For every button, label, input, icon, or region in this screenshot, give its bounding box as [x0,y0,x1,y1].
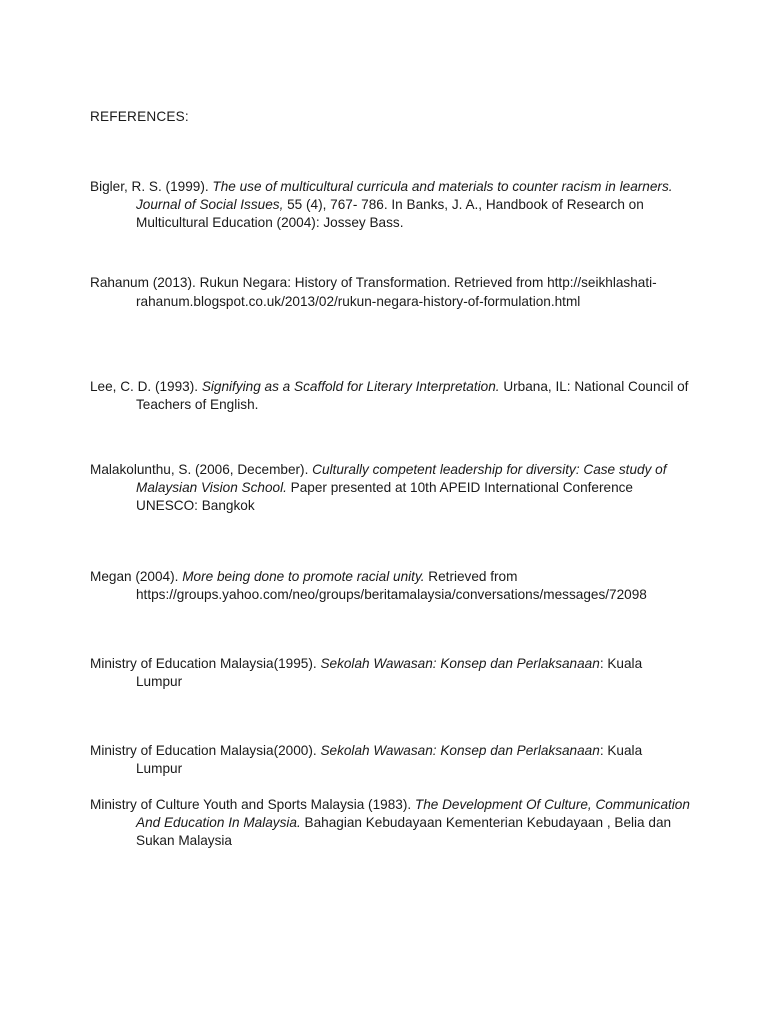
reference-details: 55 (4), 767- 786. In Banks, J. A., Handbook of Research on Multicultural Education (2004): Jossey Bass. [136,197,644,230]
reference-entry [90,378,690,414]
reference-entry [90,796,690,850]
reference-entry [90,655,690,691]
reference-entry [90,273,690,311]
reference-text: Ministry of Culture Youth and Sports Malaysia (1983). [90,797,415,812]
reference-text: Ministry of Education Malaysia(1995). [90,656,321,671]
reference-details: : Kuala Lumpur [136,656,643,689]
reference-title: Signifying as a Scaffold for Literary Interpretation. [201,379,500,394]
reference-text: Lee, C. D. (1993). [90,379,202,394]
reference-text: Malakolunthu, S. (2006, December). [90,462,313,477]
reference-title: More being done to promote racial unity. [182,569,425,584]
reference-details: Paper presented at 10th APEID International Conference UNESCO: Bangkok [136,480,633,513]
reference-title: The Development Of Culture, Communication And Education In Malaysia. [136,797,690,830]
reference-entry [90,461,690,515]
reference-text: Rahanum (2013). Rukun Negara: History of Transformation. Retrieved from http://seikhlashati-rahanum.blogspot.co.uk/2013/02/rukun-negara-history-of-formulation.html [90,275,657,309]
reference-text: Bigler, R. S. (1999). [90,179,213,194]
reference-details: Retrieved from https://groups.yahoo.com/neo/groups/beritamalaysia/conversations/messages/72098 [136,569,647,602]
reference-entry [90,568,690,604]
reference-entry [90,178,690,232]
reference-details: Bahagian Kebudayaan Kementerian Kebudayaan , Belia dan Sukan Malaysia [136,815,672,848]
reference-details: : Kuala Lumpur [136,743,643,776]
reference-title: The use of multicultural curricula and materials to counter racism in learners. Journal of Social Issues, [136,179,673,212]
references-heading: REFERENCES: [90,109,189,124]
reference-title: Culturally competent leadership for diversity: Case study of Malaysian Vision School. [136,462,667,495]
reference-details: Urbana, IL: National Council of Teachers of English. [136,379,689,412]
reference-title: Sekolah Wawasan: Konsep dan Perlaksanaan [320,656,600,671]
reference-title: Sekolah Wawasan: Konsep dan Perlaksanaan [320,743,600,758]
reference-entry [90,742,690,778]
reference-text: Ministry of Education Malaysia(2000). [90,743,321,758]
reference-text: Megan (2004). [90,569,183,584]
